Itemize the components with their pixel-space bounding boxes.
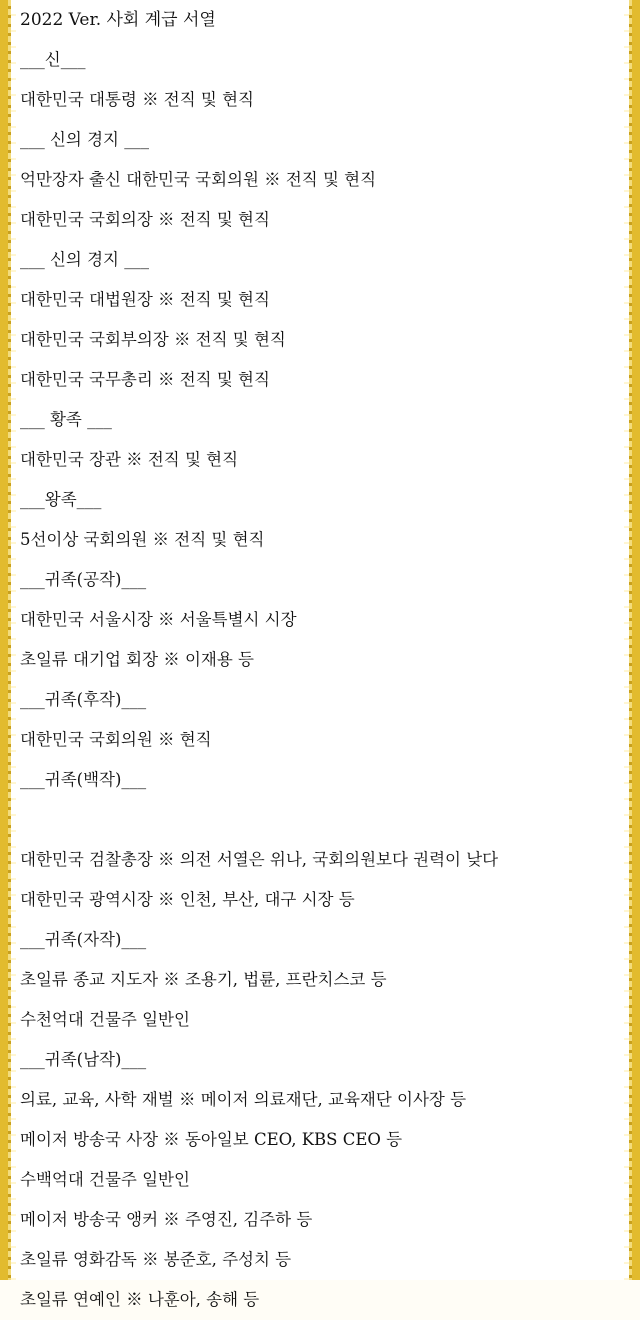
- rank-entry: 수천억대 건물주 일반인: [20, 1010, 190, 1029]
- document-body: [20, 0, 620, 1309]
- rank-entry: 메이저 방송국 앵커 ※ 주영진, 김주하 등: [20, 1210, 313, 1229]
- rank-heading: ___신___: [20, 50, 86, 69]
- rank-entry: 대한민국 국회의원 ※ 현직: [20, 730, 212, 749]
- rank-heading: ___ 황족 ___: [20, 410, 112, 429]
- rank-entry: 대한민국 서울시장 ※ 서울특별시 시장: [20, 610, 297, 629]
- rank-entry: 대한민국 장관 ※ 전직 및 현직: [20, 450, 239, 469]
- rank-entry: 5선이상 국회의원 ※ 전직 및 현직: [20, 530, 265, 549]
- document-title: 2022 Ver. 사회 계급 서열: [20, 10, 216, 30]
- rank-heading: ___ 신의 경지 ___: [20, 250, 149, 269]
- blank-line: [20, 800, 620, 840]
- rank-entry: 초일류 종교 지도자 ※ 조용기, 법륜, 프란치스코 등: [20, 970, 387, 989]
- rank-heading: ___왕족___: [20, 490, 102, 509]
- rank-entry: 대한민국 검찰총장 ※ 의전 서열은 위나, 국회의원보다 권력이 낮다: [20, 850, 499, 869]
- rank-entry: 초일류 대기업 회장 ※ 이재용 등: [20, 650, 254, 669]
- rank-heading: ___귀족(백작)___: [20, 770, 147, 789]
- rank-entry: 초일류 영화감독 ※ 봉준호, 주성치 등: [20, 1250, 292, 1269]
- rank-entry: 수백억대 건물주 일반인: [20, 1170, 190, 1189]
- rank-entry: 대한민국 국회부의장 ※ 전직 및 현직: [20, 330, 286, 349]
- rank-entry: 대한민국 대법원장 ※ 전직 및 현직: [20, 290, 270, 309]
- rank-heading: ___귀족(공작)___: [20, 570, 147, 589]
- ranking-list: [20, 40, 620, 1309]
- rank-heading: ___귀족(후작)___: [20, 690, 147, 709]
- rank-entry: 의료, 교육, 사학 재벌 ※ 메이저 의료재단, 교육재단 이사장 등: [20, 1090, 467, 1109]
- rank-entry: 초일류 연예인 ※ 나훈아, 송해 등: [20, 1290, 260, 1309]
- rank-entry: 대한민국 국회의장 ※ 전직 및 현직: [20, 210, 270, 229]
- rank-entry: 메이저 방송국 사장 ※ 동아일보 CEO, KBS CEO 등: [20, 1130, 403, 1149]
- rank-entry: 대한민국 광역시장 ※ 인천, 부산, 대구 시장 등: [20, 890, 355, 909]
- rank-entry: 억만장자 출신 대한민국 국회의원 ※ 전직 및 현직: [20, 170, 377, 189]
- rank-heading: ___귀족(남작)___: [20, 1050, 147, 1069]
- rank-heading: ___귀족(자작)___: [20, 930, 147, 949]
- rank-entry: 대한민국 국무총리 ※ 전직 및 현직: [20, 370, 270, 389]
- rank-entry: 대한민국 대통령 ※ 전직 및 현직: [20, 90, 254, 109]
- rank-heading: ___ 신의 경지 ___: [20, 130, 149, 149]
